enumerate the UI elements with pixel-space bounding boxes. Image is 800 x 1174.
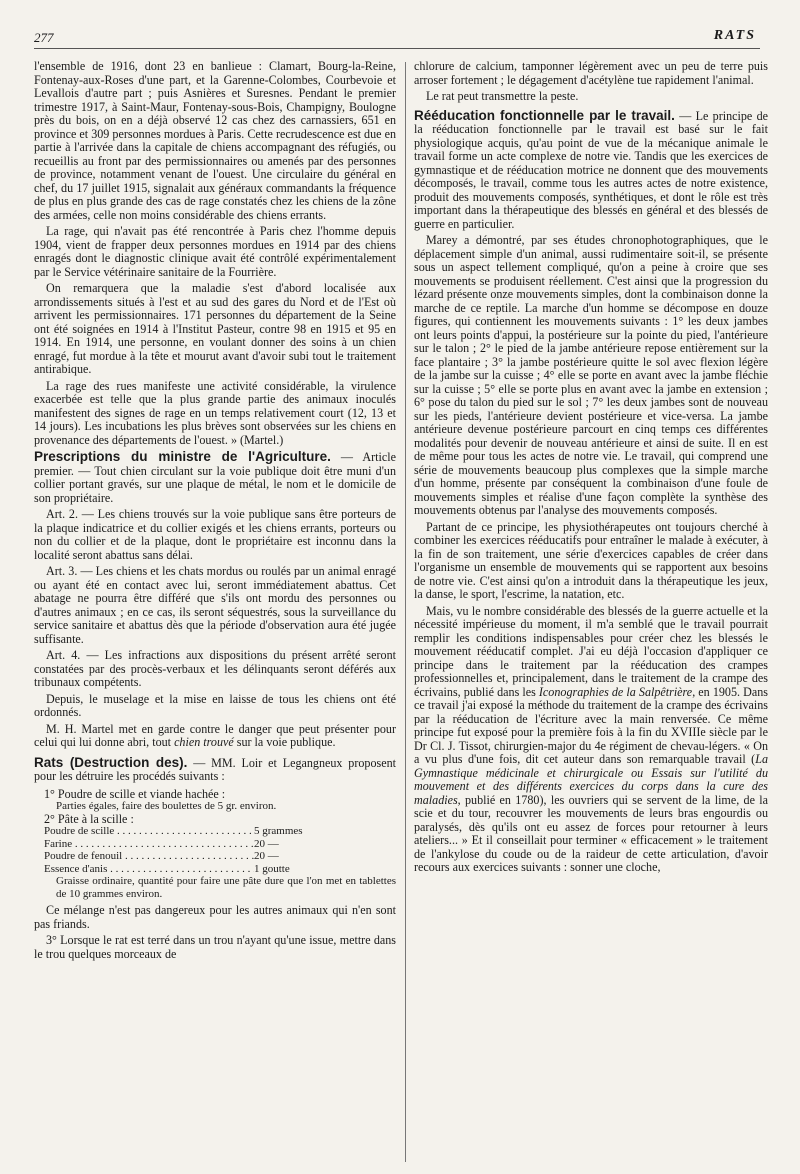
- paragraph: Depuis, le muselage et la mise en laisse de tous les chiens ont été ordonnés.: [34, 691, 396, 719]
- section-text: — MM. Loir et Legangneux proposent pour les détruire les procédés suivants :: [34, 755, 396, 783]
- quantity: 5 grammes: [254, 825, 303, 837]
- quantity: 1 goutte: [254, 862, 290, 875]
- text-run: Mais, vu le nombre considérable des blessés de la guerre actuelle et la nécessité impérieuse du moment, il m'a semblé que le travail pourrait remplir les conditions indispensables pour créer chez les blessés le mouvement rééducatif complet. J'ai eu déjà l'occasion d'appliquer ce principe dans le traitement par la rééducation des crampes professionnelles et, principalement, dans le traitement de la crampe des écrivains, publié dans les: [414, 603, 768, 699]
- column-divider: [405, 62, 406, 1162]
- left-column: [34, 60, 396, 964]
- recipe-note: Graisse ordinaire, quantité pour faire une pâte dure que l'on met en tablettes de 10 grammes environ.: [56, 875, 396, 900]
- recipe-list: [34, 788, 396, 901]
- paragraph: [34, 723, 396, 750]
- paragraph: Le rat peut transmettre la peste.: [426, 89, 579, 103]
- ingredient: Poudre de scille . . .: [44, 825, 254, 838]
- prescriptions-section: [34, 450, 396, 505]
- text-run: , publié en 1780), les ouvriers qui se servent de la lime, de la scie et du tour, recouvrer les mouvements de leurs bras engourdis ou paralysés, dès qu'ils ont eu assez de forces pour retourner à leurs ateliers... » Et il conseillait pour terminer « efficacement » le traitement de l'ankylose du coude ou de la raideur de cette articulation, d'avoir recours aux exercices suivants : sonner une cloche,: [414, 792, 768, 874]
- right-column: [414, 60, 768, 878]
- recipe-row: [34, 850, 396, 863]
- paragraph: chlorure de calcium, tamponner légèrement avec un peu de terre puis arroser fortement ; le dégagement d'acétylène tue rapidement l'animal.: [414, 59, 768, 87]
- section-heading: Rats (Destruction des).: [34, 754, 188, 770]
- paragraph: La rage, qui n'avait pas été rencontrée à Paris chez l'homme depuis 1904, vient de frapper deux personnes mordues en 1914 par des chiens enragés dont le diagnostic clinique avait été contrôlé expérimentalement par le Service vétérinaire sanitaire de la Fourrière.: [34, 224, 396, 279]
- ingredient: Farine . . .: [44, 838, 254, 851]
- running-title: RATS: [713, 28, 756, 43]
- section-text: — Le principe de la rééducation fonctionnelle par le travail est basé sur le fait physiologique acquis, qu'au point de vue de la mécanique animale le travail forme un acte complexe de notre vie. Tandis que les exercices de gymnastique et de rééducation motrice ne donnent que des mouvements décomposés, le travail, comme tous les autres actes de notre existence, produit des mouvements composés, synthétiques, et dont le rôle est très important dans la thérapeutique des blessés en général et des blessés de guerre en particulier.: [414, 108, 769, 231]
- italic-run: chien trouvé: [174, 735, 234, 749]
- recipe-row: [34, 863, 396, 876]
- paragraph: Ce mélange n'est pas dangereux pour les autres animaux qui n'en sont pas friands.: [34, 903, 396, 931]
- page-number: 277: [34, 30, 54, 45]
- rats-section: [34, 756, 396, 784]
- article: Art. 3. — Les chiens et les chats mordus ou roulés par un animal enragé ou ayant été en contact avec lui, seront immédiatement abattus. Cet abatage ne pourra être différé que s'ils ont mordu des personnes ou d'autres animaux ; en ce cas, ils seront séquestrés, sous la surveillance du service sanitaire et abattus dès que la période d'observation aura été jugée suffisante.: [34, 564, 396, 646]
- quantity: 20 —: [254, 850, 279, 862]
- paragraph: La rage des rues manifeste une activité considérable, la virulence exacerbée est telle que la plus grande partie des animaux inoculés manifestent des signes de rage en un temps relativement court (12, 13 et 14 jours). Les incubations les plus brèves sont observées sur les chiens en provenance des départements de l'ouest. » (Martel.): [34, 378, 396, 447]
- header-rule: [34, 48, 760, 49]
- reeducation-section: [414, 109, 768, 232]
- recipe-row: [34, 838, 396, 851]
- text-run: M. H. Martel met en garde contre le danger que peut présenter pour celui qui lui donne abri, tout: [34, 721, 396, 749]
- recipe-title: 1° Poudre de scille et viande hachée :: [44, 786, 226, 801]
- paragraph: Partant de ce principe, les physiothérapeutes ont toujours cherché à combiner les exercices rééducatifs pour entraîner le malade à exécuter, à la fin de son traitement, une série d'exercices capables de créer dans l'organisme un ensemble de mouvements qui se rapportent aux besoins de notre vie. C'est ainsi qu'on a introduit dans la thérapeutique les jeux, la danse, le sport, l'escrime, la natation, etc.: [414, 519, 768, 601]
- italic-run: La Gymnastique médicinale et chirurgicale ou Essais sur l'utilité du mouvement et des différents exercices du corps dans la cure des maladies: [414, 752, 768, 807]
- section-heading: Rééducation fonctionnelle par le travail.: [414, 107, 675, 123]
- quantity: 20 —: [254, 837, 279, 850]
- paragraph: On remarquera que la maladie s'est d'abord localisée aux arrondissements situés à l'est et au sud des gares du Nord et de l'Est où arrivent les permissionnaires. 171 personnes du département de la Seine ont été soignées en 1914 à l'Institut Pasteur, contre 98 en 1915 et 95 en 1914. En 1914, une personne, en voulant donner des soins à un chien enragé, fut mordue à la tête et mourut avant d'avoir subi tout le traitement antirabique.: [34, 281, 396, 376]
- recipe-note: Parties égales, faire des boulettes de 5 gr. environ.: [56, 800, 277, 812]
- paragraph: Marey a démontré, par ses études chronophotographiques, que le déplacement simple d'un animal, aussi rudimentaire soit-il, se présente sous un aspect tellement compliqué, qu'on a peine à croire que ses mouvements se produisent réellement. C'est ainsi que la progression du lézard présente onze mouvements simples, dont la combinaison donne la marche de ce reptile. La marche d'un homme se décompose en douze figures, qui contiennent les mouvements suivants : 1° les deux jambes ont leurs points d'appui, la postérieure sur la pointe du pied, l'antérieure sur le talon ; 2° le pied de la jambe antérieure repose entièrement sur la face plantaire ; 3° la jambe postérieure quitte le sol avec flexion légère de la jambe sur la cuisse ; 4° elle se porte en avant avec la jambe fléchie sur la cuisse ; 5° elle se porte plus en avant avec la jambe en extension ; 6° pose du talon du pied sur le sol ; 7° les deux jambes sont de nouveau sur les pieds, l'antérieure devient postérieure et vice-versa. La jambe antérieure devenue postérieure parcourt en cinq temps ces différentes modalités pour devenir de nouveau antérieure et ainsi de suite. Il en est de même pour tous les actes de notre vie. Le travail, qui comprend une série de mouvements beaucoup plus complexes que la simple marche d'un homme, présente par conséquent la combinaison d'une foule de mouvements simples et réalise d'une façon complète la synthèse des mouvements obtenus par l'analyse des mouvements composés.: [414, 233, 768, 517]
- ingredient: Poudre de fenouil . . .: [44, 850, 254, 863]
- text-run: sur la voie publique.: [233, 735, 336, 749]
- paragraph: l'ensemble de 1916, dont 23 en banlieue : Clamart, Bourg-la-Reine, Fontenay-aux-Roses d'une part, et la Garenne-Colombes, Courbevoie et Levallois d'autre part ; puis Asnières et Suresnes. Pendant le premier trimestre 1917, à Saint-Maur, Fontenay-sous-Bois, Champigny, Boulogne près du bois, on en a déjà observé 12 cas chez des carnassiers, 651 en province et 309 personnes mordues à Paris. Cette recrudescence est due en partie à l'arrivée dans la capitale de chiens accompagnant des réfugiés, ou recueillis au front par des permissionnaires ou amenés par des personnes de province, notamment venant de l'ouest. Une circulaire du général en chef, du 17 juillet 1915, signalait aux généraux commandants la fréquence de plus en plus grande des cas de rage constatés chez les chiens de la zône des armées, celle non moins considérable des chiens errants.: [34, 59, 396, 222]
- text-run: , en 1905. Dans ce travail j'ai exposé la méthode du traitement de la crampe des écrivains par la rééducation de l'écriture avec la main renversée. Ce même principe fut exposé pour la première fois à la fin du XVIIIe siècle par le Dr Cl. J. Tissot, chirurgien-major du 4e régiment de chevau-légers. « On a vu plus d'une fois, dit cet auteur dans son remarquable travail (: [414, 684, 768, 766]
- article: Art. 2. — Les chiens trouvés sur la voie publique sans être porteurs de la plaque indicatrice et du collier exigés et les chiens errants, porteurs ou non du collier et de la plaque, dont le propriétaire est inconnu dans la localité seront abattus sans délai.: [34, 507, 396, 562]
- ingredient: Essence d'anis . . .: [44, 863, 254, 876]
- italic-run: Iconographies de la Salpêtrière: [538, 684, 693, 699]
- recipe-row: [34, 825, 396, 838]
- paragraph: [414, 605, 768, 875]
- recipe-title: 2° Pâte à la scille :: [44, 811, 134, 826]
- article: Art. 4. — Les infractions aux dispositions du présent arrêté seront constatées par des procès-verbaux et les délinquants seront déférés aux tribunaux compétents.: [34, 648, 396, 689]
- section-text: — Article premier. — Tout chien circulant sur la voie publique doit être muni d'un collier portant gravés, sur une plaque de métal, le nom et le domicile de son propriétaire.: [34, 450, 396, 505]
- section-heading: Prescriptions du ministre de l'Agriculture.: [34, 449, 331, 464]
- paragraph: 3° Lorsque le rat est terré dans un trou n'ayant qu'une issue, mettre dans le trou quelques morceaux de: [34, 933, 396, 961]
